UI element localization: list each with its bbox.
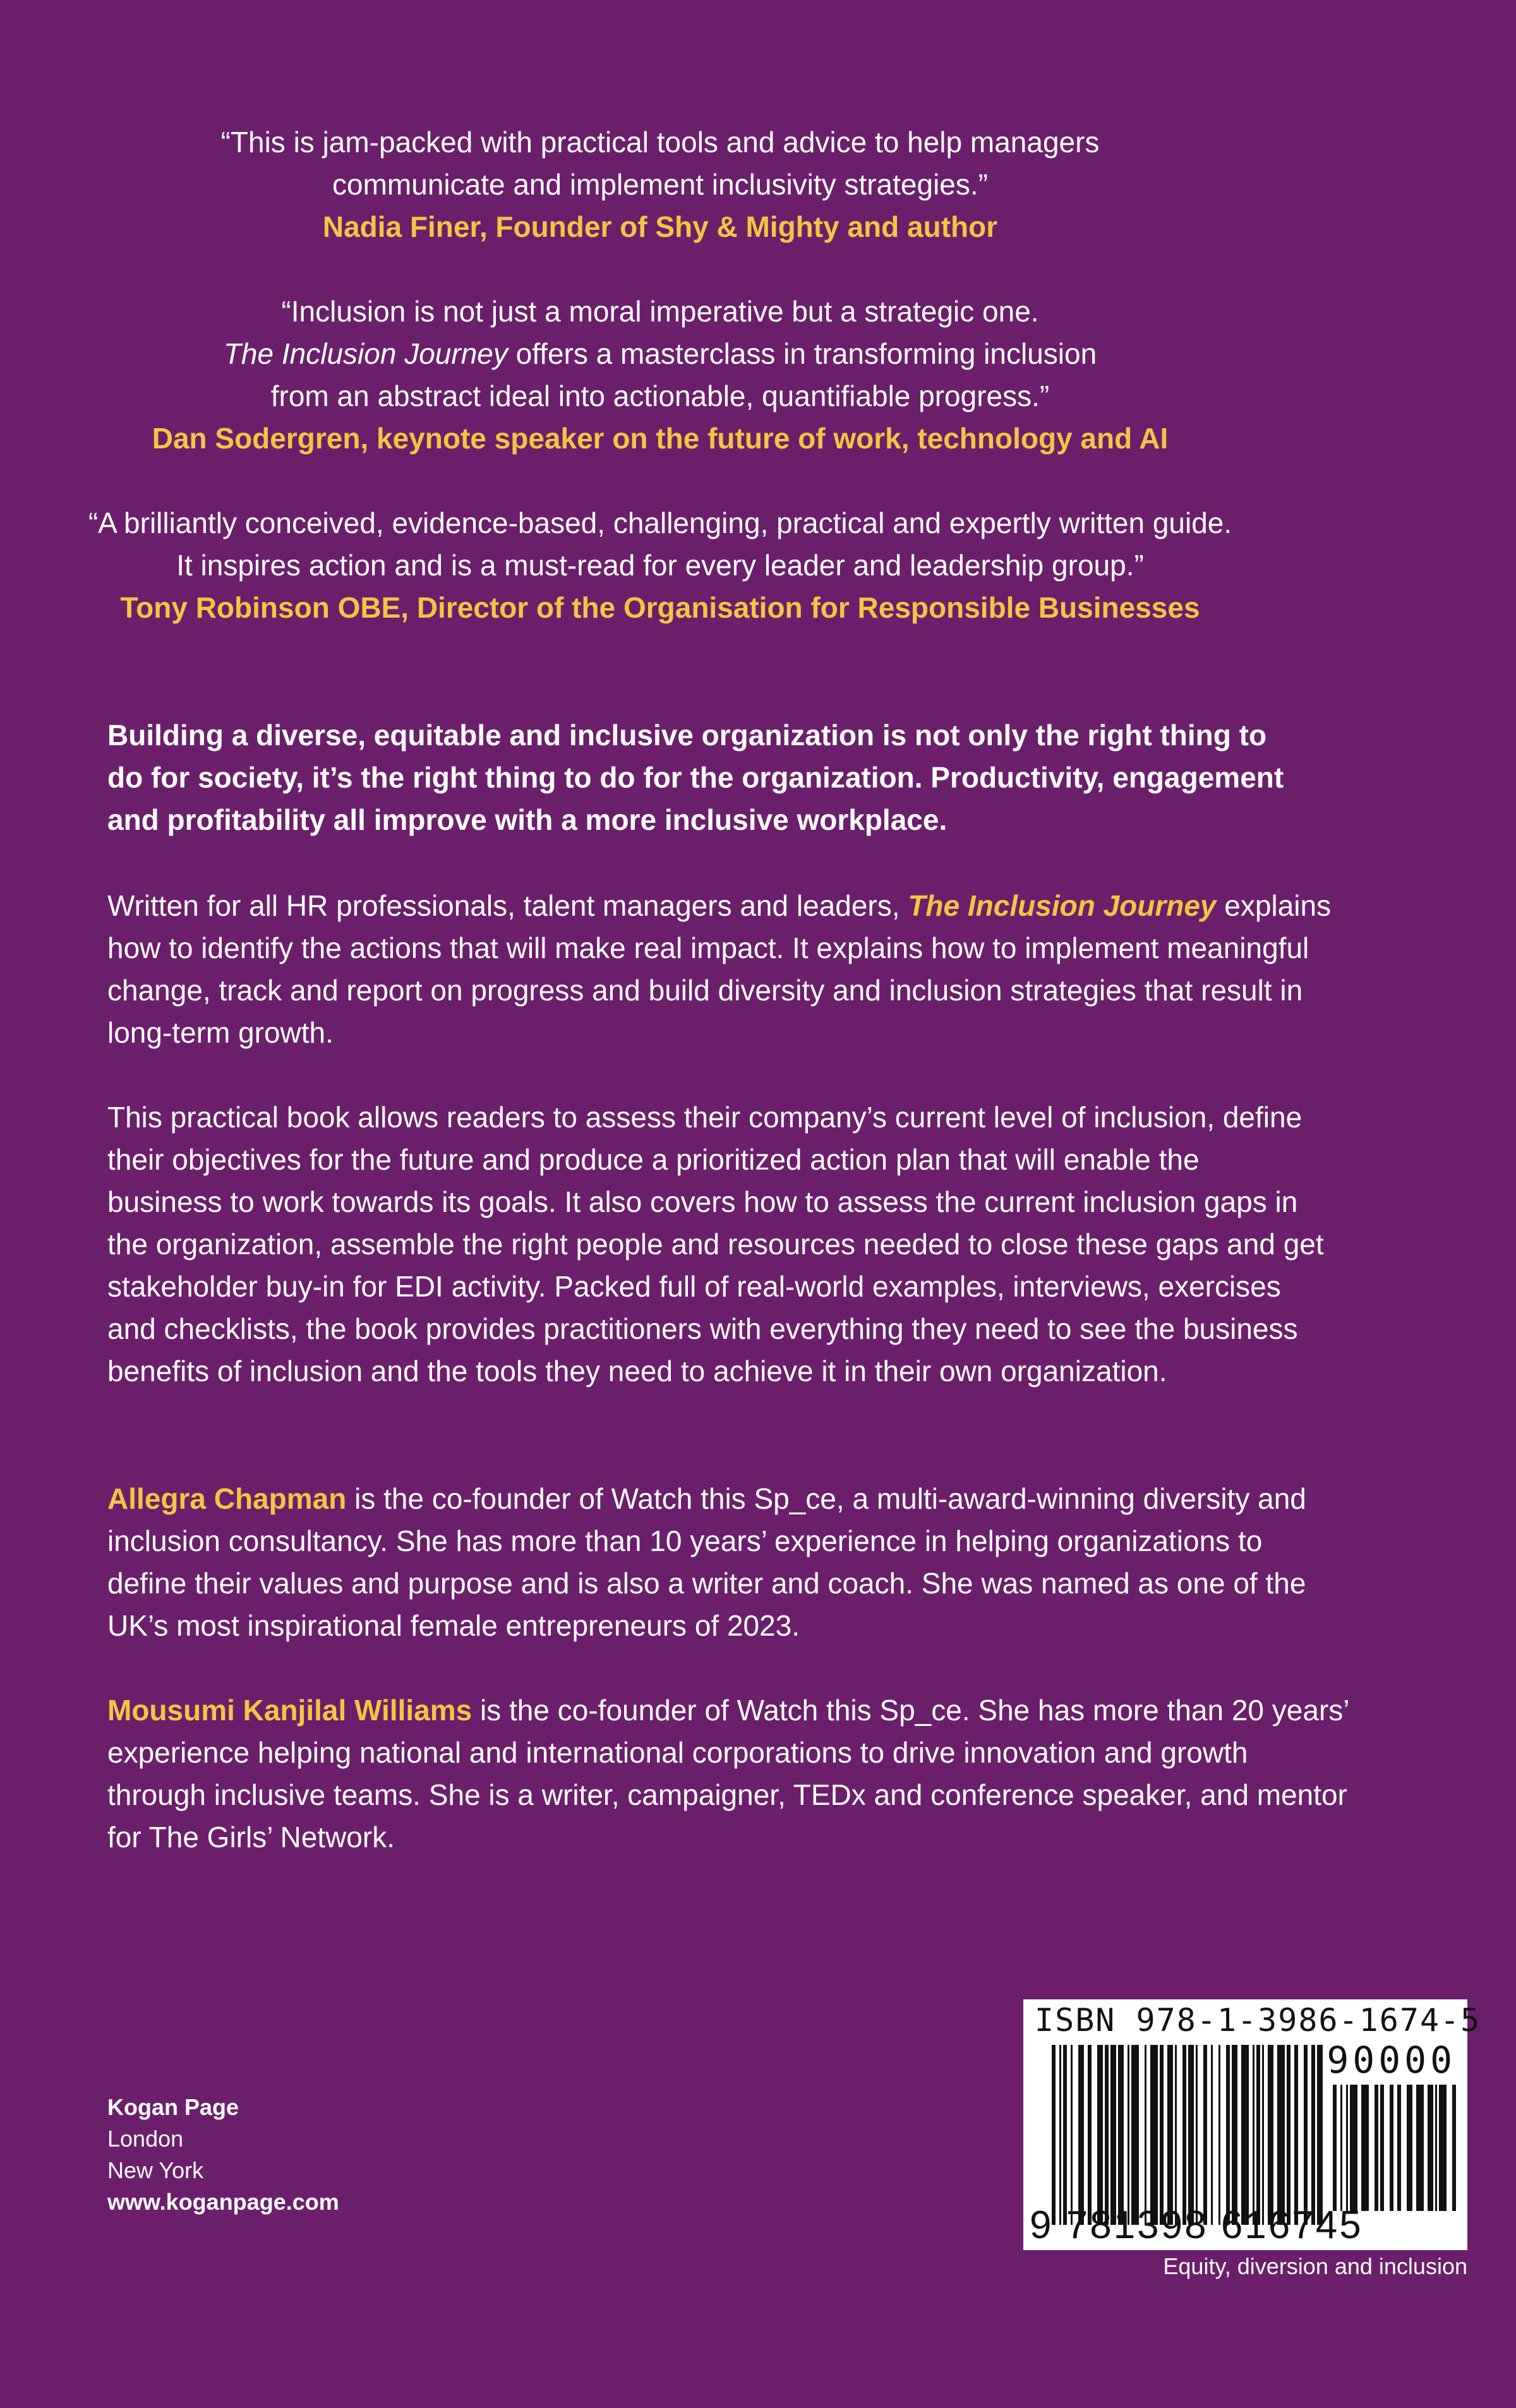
text-line	[107, 1478, 1497, 1520]
category-label: Equity, diversion and inclusion	[1163, 2253, 1467, 2279]
barcode-bar	[1063, 2045, 1067, 2225]
barcode-bar	[1182, 2045, 1186, 2225]
barcode-bar	[1340, 2085, 1342, 2211]
barcode-bar	[1110, 2045, 1116, 2225]
testimonial-quote	[0, 121, 1418, 248]
text-line	[107, 1605, 1497, 1647]
barcode-bar	[1232, 2045, 1237, 2225]
barcode-bar	[1311, 2045, 1315, 2225]
body-text: This practical book allows readers to assess their company’s current level of inclusion, define	[107, 1101, 1302, 1134]
quote-line	[0, 502, 1418, 544]
body-text: long-term growth.	[107, 1016, 334, 1049]
testimonial-quote	[0, 291, 1418, 460]
barcode-bar	[1188, 2045, 1194, 2225]
barcode-bar	[1150, 2045, 1158, 2225]
barcode-bar	[1253, 2045, 1254, 2225]
body-text: define their values and purpose and is also a writer and coach. She was named as one of the	[107, 1567, 1306, 1600]
barcode-bar	[1268, 2045, 1273, 2225]
text-line	[107, 1350, 1497, 1393]
body-text: UK’s most inspirational female entrepreneurs of 2023.	[107, 1609, 800, 1642]
barcode-bar	[1071, 2045, 1073, 2225]
barcode-bar	[1218, 2045, 1220, 2225]
quote-text: from an abstract ideal into actionable, quantifiable progress.”	[270, 380, 1050, 412]
ean-number: 9 781398 616745	[1030, 2203, 1363, 2247]
quote-text: The Inclusion Journey	[223, 337, 508, 370]
barcode-bar	[1428, 2085, 1433, 2211]
barcode-bar	[1380, 2085, 1384, 2211]
quote-line	[0, 333, 1418, 375]
barcode-bar	[1407, 2085, 1412, 2211]
barcode-bar	[1078, 2045, 1084, 2225]
text-line	[107, 927, 1497, 969]
body-text: benefits of inclusion and the tools they need to achieve it in their own organization.	[107, 1355, 1167, 1387]
body-text: experience helping national and international corporations to drive innovation and growth	[107, 1736, 1248, 1769]
text-line	[107, 1689, 1497, 1732]
quote-text: “This is jam-packed with practical tools and advice to help managers	[220, 126, 1100, 159]
text-line	[107, 1520, 1497, 1562]
author-name: Mousumi Kanjilal Williams	[107, 1694, 472, 1727]
publisher-city: London	[107, 2126, 184, 2152]
description-paragraph	[107, 1096, 1497, 1393]
barcode-bar	[1131, 2045, 1139, 2225]
text-line	[107, 799, 1497, 841]
barcode-bar	[1287, 2045, 1290, 2225]
quote-line	[0, 544, 1418, 587]
barcode-bar	[1452, 2085, 1456, 2211]
text-line	[107, 885, 1497, 927]
barcode-bar	[1118, 2045, 1124, 2225]
body-text: explains	[1216, 889, 1332, 922]
barcode-bar	[1226, 2045, 1230, 2225]
quote-text: “A brilliantly conceived, evidence-based, challenging, practical and expertly written guide.	[88, 506, 1232, 539]
text-line	[107, 1223, 1497, 1266]
barcode-bar	[1439, 2085, 1447, 2211]
quote-line	[0, 375, 1418, 417]
body-text: for The Girls’ Network.	[107, 1821, 395, 1854]
body-text: through inclusive teams. She is a writer, campaigner, TEDx and conference speaker, and mentor	[107, 1778, 1347, 1811]
barcode-bar	[1059, 2045, 1061, 2225]
quote-line	[0, 417, 1418, 460]
barcode-bar	[1105, 2045, 1109, 2225]
addon-barcode-bars	[1333, 2085, 1459, 2211]
quote-line	[0, 206, 1418, 248]
body-text: Written for all HR professionals, talent managers and leaders,	[107, 889, 908, 922]
barcode-bar	[1390, 2085, 1393, 2211]
body-text: how to identify the actions that will make real impact. It explains how to implement meaningful	[107, 931, 1309, 964]
text-line	[107, 1774, 1497, 1816]
barcode-bar	[1333, 2085, 1337, 2211]
text-line	[107, 1732, 1497, 1774]
body-text: and profitability all improve with a more inclusive workplace.	[107, 803, 948, 836]
text-line	[107, 1266, 1497, 1308]
barcode-bar	[1375, 2085, 1378, 2211]
barcode-bar	[1350, 2085, 1357, 2211]
isbn-text: ISBN 978-1-3986-1674-5	[1035, 2002, 1481, 2039]
publisher-url[interactable]: www.koganpage.com	[107, 2189, 339, 2215]
publisher-name: Kogan Page	[107, 2094, 239, 2120]
text-line	[107, 1562, 1497, 1605]
quote-text: It inspires action and is a must-read for every leader and leadership group.”	[176, 549, 1144, 582]
text-line	[107, 1308, 1497, 1350]
book-title: The Inclusion Journey	[908, 889, 1217, 922]
text-line	[107, 757, 1497, 799]
text-line	[107, 1816, 1497, 1859]
barcode-bar	[1203, 2045, 1207, 2225]
barcode-bar	[1088, 2045, 1092, 2225]
barcode-bar	[1196, 2045, 1198, 2225]
barcode-bar	[1277, 2045, 1285, 2225]
body-text: do for society, it’s the right thing to do for the organization. Productivity, engagement	[107, 761, 1284, 794]
author-bio	[107, 1689, 1497, 1859]
body-text: and checklists, the book provides practitioners with everything they need to see the business	[107, 1312, 1298, 1345]
barcode-bar	[1294, 2045, 1298, 2225]
barcode-bar	[1435, 2085, 1437, 2211]
barcode-bar	[1361, 2085, 1369, 2211]
publisher-city: New York	[107, 2157, 204, 2183]
barcode-bar	[1304, 2045, 1308, 2225]
testimonial-quote	[0, 502, 1418, 629]
text-line	[107, 969, 1497, 1012]
quote-line	[0, 164, 1418, 206]
barcode-bar	[1175, 2045, 1177, 2225]
author-bio	[107, 1478, 1497, 1647]
quote-line	[0, 587, 1418, 629]
barcode-bar	[1346, 2085, 1348, 2211]
text-line	[107, 1139, 1497, 1181]
author-name: Allegra Chapman	[107, 1482, 347, 1515]
barcode-bar	[1052, 2045, 1056, 2225]
barcode-bar	[1397, 2085, 1401, 2211]
barcode-bar	[1167, 2045, 1173, 2225]
quote-line	[0, 121, 1418, 164]
barcode-bar	[1416, 2085, 1424, 2211]
barcode-bar	[1211, 2045, 1213, 2225]
body-text: their objectives for the future and produce a prioritized action plan that will enable the	[107, 1143, 1200, 1176]
barcode-bar	[1262, 2045, 1264, 2225]
text-line	[107, 1096, 1497, 1139]
intro-paragraph	[107, 714, 1497, 841]
text-line	[107, 1181, 1497, 1223]
quote-attribution: Tony Robinson OBE, Director of the Organisation for Responsible Businesses	[120, 591, 1200, 624]
barcode-bar	[1317, 2045, 1323, 2225]
text-line	[107, 1012, 1497, 1054]
barcode-bar	[1256, 2045, 1260, 2225]
quote-text: communicate and implement inclusivity strategies.”	[332, 168, 988, 201]
body-text: is the co-founder of Watch this Sp_ce. She has more than 20 years’	[472, 1694, 1350, 1727]
body-text: is the co-founder of Watch this Sp_ce, a multi-award-winning diversity and	[346, 1482, 1306, 1515]
quote-line	[0, 291, 1418, 333]
price-code: 90000	[1326, 2039, 1456, 2082]
body-text: change, track and report on progress and build diversity and inclusion strategies that result in	[107, 974, 1303, 1007]
body-text: stakeholder buy-in for EDI activity. Packed full of real-world examples, interviews, exercises	[107, 1270, 1281, 1303]
barcode-bars	[1052, 2045, 1323, 2225]
barcode-bar	[1241, 2045, 1249, 2225]
body-text: inclusion consultancy. She has more than 10 years’ experience in helping organizations to	[107, 1524, 1263, 1557]
barcode-bar	[1097, 2045, 1103, 2225]
barcode-bar	[1160, 2045, 1164, 2225]
isbn-barcode	[1023, 1999, 1481, 2250]
text-line	[107, 714, 1497, 757]
quote-attribution: Dan Sodergren, keynote speaker on the future of work, technology and AI	[152, 422, 1169, 455]
quote-text: “Inclusion is not just a moral imperative but a strategic one.	[281, 295, 1039, 328]
description-paragraph	[107, 885, 1497, 1054]
body-text: Building a diverse, equitable and inclusive organization is not only the right thing to	[107, 719, 1267, 752]
quote-text: offers a masterclass in transforming inclusion	[507, 337, 1097, 370]
barcode-bar	[1145, 2045, 1146, 2225]
quote-attribution: Nadia Finer, Founder of Shy & Mighty and author	[322, 210, 998, 243]
body-text: business to work towards its goals. It also covers how to assess the current inclusion gaps in	[107, 1185, 1298, 1218]
body-text: the organization, assemble the right people and resources needed to close these gaps and get	[107, 1228, 1324, 1261]
barcode-bar	[1128, 2045, 1129, 2225]
